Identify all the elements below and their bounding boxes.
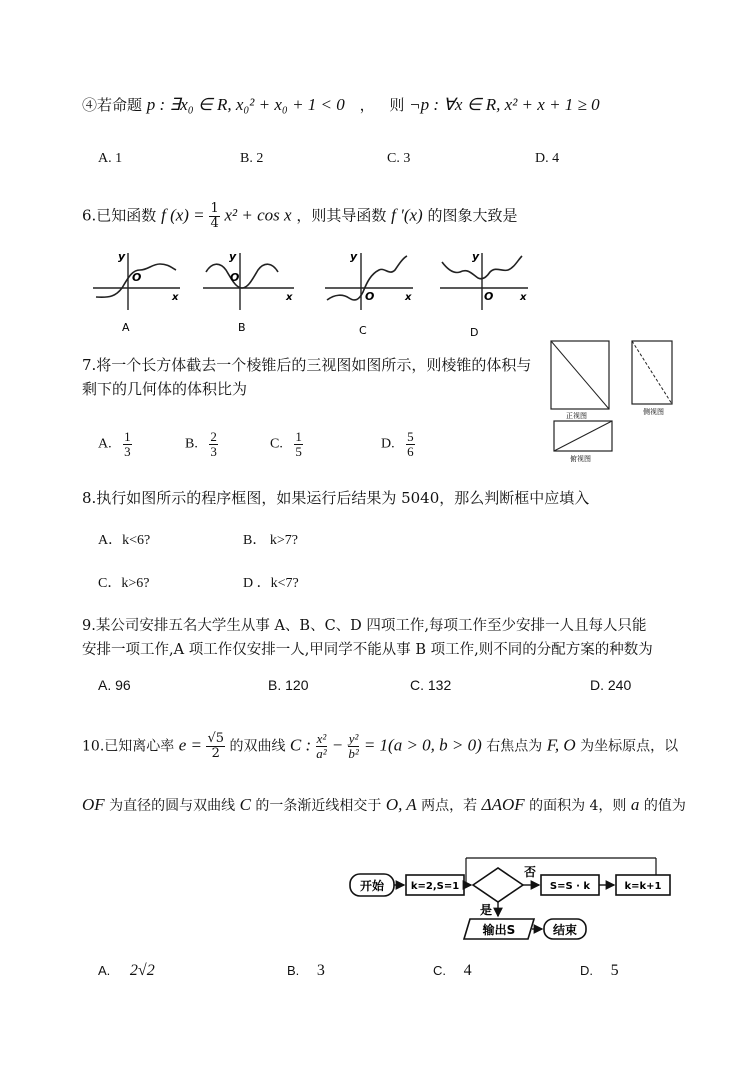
flow-init[interactable] (406, 875, 464, 895)
front-view (551, 341, 609, 420)
graph-c[interactable] (325, 250, 413, 337)
q5-formula: p : ∃x₀ ∈ R, x₀² + x₀ + 1 < 0 (146, 95, 345, 114)
q7-option-c-num: 1 (295, 429, 302, 444)
q6-suffix: 的图象大致是 (427, 206, 518, 225)
q7-option-d-den: 6 (407, 444, 414, 459)
graph-d-label: D (470, 326, 479, 339)
q10-l2-tri: ΔAOF (481, 795, 525, 814)
top-view-label: 俯视图 (570, 455, 591, 463)
q10-option-d[interactable] (580, 962, 619, 980)
q10-mid2: 右焦点为 (486, 738, 543, 755)
q5-line (82, 94, 600, 115)
q10-line1 (82, 732, 678, 761)
graph-b-x: x (286, 292, 293, 303)
q10-eq: = 1(a > 0, b > 0) (363, 735, 482, 755)
graph-c-x: x (405, 292, 412, 303)
q6-graphs (88, 248, 528, 344)
q10-e-num: √5 (207, 731, 225, 746)
q10-option-c-letter: C. (433, 963, 446, 978)
q8-option-b[interactable]: B． k>7? (243, 533, 298, 548)
graph-c-label: C (359, 324, 367, 337)
q9-option-c[interactable]: C. 132 (410, 677, 452, 693)
graph-a-label: A (122, 321, 130, 334)
q10-y-frac (348, 732, 360, 761)
flow-no-label: 否 (524, 865, 537, 879)
q10-option-b-letter: B. (287, 963, 300, 978)
q7-option-d-letter: D. (381, 436, 395, 452)
q6-deriv: f ′(x) (391, 205, 423, 225)
q5-option-c[interactable]: C. 3 (387, 151, 411, 166)
q7-option-c[interactable] (270, 430, 303, 459)
q6-func-den: 4 (210, 216, 219, 231)
graph-a-x: x (172, 292, 179, 303)
q5-option-d[interactable]: D. 4 (535, 151, 560, 166)
q10-option-c-val: 4 (463, 962, 472, 979)
q7-option-b[interactable] (185, 430, 218, 459)
q6-func-frac (209, 202, 219, 231)
q6-prefix: 6.已知函数 (82, 206, 157, 225)
q10-pts: F, O (546, 735, 576, 755)
q10-prefix: 10.已知离心率 (82, 738, 175, 755)
q5-sep: ， (359, 96, 375, 114)
q8-option-c[interactable]: C．k>6? (98, 576, 150, 591)
q6-func-lhs: f (x) = (161, 205, 205, 225)
q5-option-a[interactable]: A. 1 (98, 151, 123, 166)
q10-minus: − (331, 735, 344, 755)
q10-curve: C : (289, 735, 312, 755)
q9-line2: 安排一项工作,A 项工作仅安排一人,甲同学不能从事 B 项工作,则不同的分配方案的种数为 (82, 642, 653, 658)
q10-l2-oa: O, A (385, 795, 417, 814)
graph-a-y: y (118, 250, 126, 263)
graph-c-y: y (350, 250, 358, 263)
graph-d[interactable] (440, 250, 528, 339)
flow-calc[interactable] (541, 875, 599, 895)
graph-d-y: y (472, 250, 480, 263)
flow-yes-label: 是 (480, 903, 493, 917)
q8-stem: 8.执行如图所示的程序框图，如果运行后结果为 5040，那么判断框中应填入 (82, 489, 590, 507)
graph-b-label: B (238, 321, 246, 334)
q6-func-rhs: x² + cos x (224, 205, 292, 225)
q7-option-a-letter: A. (98, 436, 112, 452)
front-view-label: 正视图 (566, 412, 587, 420)
q8-option-a[interactable]: A．k<6? (98, 533, 151, 548)
q10-y-num: y² (348, 731, 359, 746)
flow-inc[interactable] (616, 875, 670, 895)
side-view-label: 侧视图 (643, 408, 664, 416)
q10-mid3: 为坐标原点，以 (580, 738, 679, 755)
flow-calc-text: S=S · k (549, 881, 591, 892)
q10-e-lhs: e = (178, 735, 202, 755)
graph-d-origin: O (484, 290, 494, 303)
graph-b-origin: O (230, 271, 240, 284)
q7-option-c-den: 5 (295, 444, 302, 459)
q7-option-b-den: 3 (210, 444, 217, 459)
q10-y-den: b² (348, 746, 359, 761)
q10-option-c[interactable] (433, 962, 472, 980)
q7-option-b-frac (209, 430, 218, 459)
q10-option-a-val: 2√2 (129, 962, 155, 979)
flow-end-text: 结束 (552, 923, 578, 937)
q10-option-d-val: 5 (610, 962, 619, 979)
q10-l2-a-var: a (630, 795, 640, 814)
graph-a-origin: O (132, 271, 142, 284)
q10-l2-d: 两点，若 (421, 798, 478, 814)
q10-l2-b: 的一条渐近线相交于 (255, 798, 382, 814)
q10-e-frac (206, 732, 225, 761)
q7-line1: 7.将一个长方体截去一个棱锥后的三视图如图所示，则棱锥的体积与 (82, 356, 532, 374)
q10-x-num: x² (316, 731, 327, 746)
q8-option-d[interactable]: D ．k<7? (243, 576, 299, 591)
q7-option-b-num: 2 (210, 429, 217, 444)
flow-inc-text: k=k+1 (624, 881, 662, 892)
flow-output-text: 输出S (482, 923, 516, 937)
flow-init-text: k=2,S=1 (410, 881, 460, 892)
q10-l2-f: 的值为 (643, 798, 686, 814)
flow-start-text: 开始 (359, 879, 385, 893)
flow-start[interactable] (350, 874, 394, 896)
q7-option-a-frac (123, 430, 132, 459)
q7-line2: 剩下的几何体的体积比为 (82, 380, 248, 398)
q7-option-d-frac (406, 430, 415, 459)
top-view (554, 421, 612, 463)
q10-e-den: 2 (211, 746, 220, 761)
q10-option-b-val: 3 (316, 962, 325, 979)
q6-func-num: 1 (210, 201, 219, 216)
q10-mid1: 的双曲线 (229, 738, 286, 755)
q9-option-d[interactable]: D. 240 (590, 677, 632, 693)
q7-option-c-letter: C. (270, 436, 283, 452)
q7-option-b-letter: B. (185, 436, 198, 452)
q9-option-a[interactable]: A. 96 (98, 677, 131, 693)
q10-l2-e: 的面积为 4，则 (529, 798, 627, 814)
q10-line2 (82, 795, 686, 815)
q7-option-c-frac (294, 430, 303, 459)
q10-x-frac (316, 732, 328, 761)
side-view (632, 341, 672, 416)
graph-b-y: y (229, 250, 237, 263)
graph-b[interactable] (203, 250, 294, 334)
q10-option-b[interactable] (287, 962, 325, 980)
q7-option-a[interactable] (98, 430, 132, 459)
q6-middle: ，则其导函数 (296, 206, 387, 225)
q10-l2-of: OF (82, 795, 105, 814)
q5-then: 则 (389, 96, 405, 114)
flow-output[interactable] (464, 919, 534, 939)
q7-three-views (548, 336, 678, 466)
q8-flowchart (346, 850, 676, 950)
graph-c-origin: O (365, 290, 375, 303)
graph-a[interactable] (93, 250, 180, 334)
q10-l2-a: 为直径的圆与双曲线 (109, 798, 236, 814)
q5-option-b[interactable]: B. 2 (240, 151, 264, 166)
q7-option-d[interactable] (381, 430, 415, 459)
q7-option-a-den: 3 (124, 444, 131, 459)
flow-end[interactable] (544, 919, 586, 939)
q7-option-a-num: 1 (124, 429, 131, 444)
q10-option-a[interactable] (98, 962, 155, 980)
q5-prop: ④若命题 (82, 96, 143, 114)
q9-line1: 9.某公司安排五名大学生从事 A、B、C、D 四项工作,每项工作至少安排一人且每人只能 (82, 618, 647, 634)
q9-option-b[interactable]: B. 120 (268, 677, 309, 693)
q10-l2-c: C (239, 795, 251, 814)
graph-d-x: x (520, 292, 527, 303)
flow-decision[interactable] (473, 868, 523, 902)
q6-stem (82, 202, 518, 231)
q5-neg: ¬p : ∀x ∈ R, x² + x + 1 ≥ 0 (409, 95, 600, 114)
q7-option-d-num: 5 (407, 429, 414, 444)
q10-option-a-letter: A. (98, 963, 111, 978)
q10-option-d-letter: D. (580, 963, 593, 978)
q10-x-den: a² (316, 746, 327, 761)
